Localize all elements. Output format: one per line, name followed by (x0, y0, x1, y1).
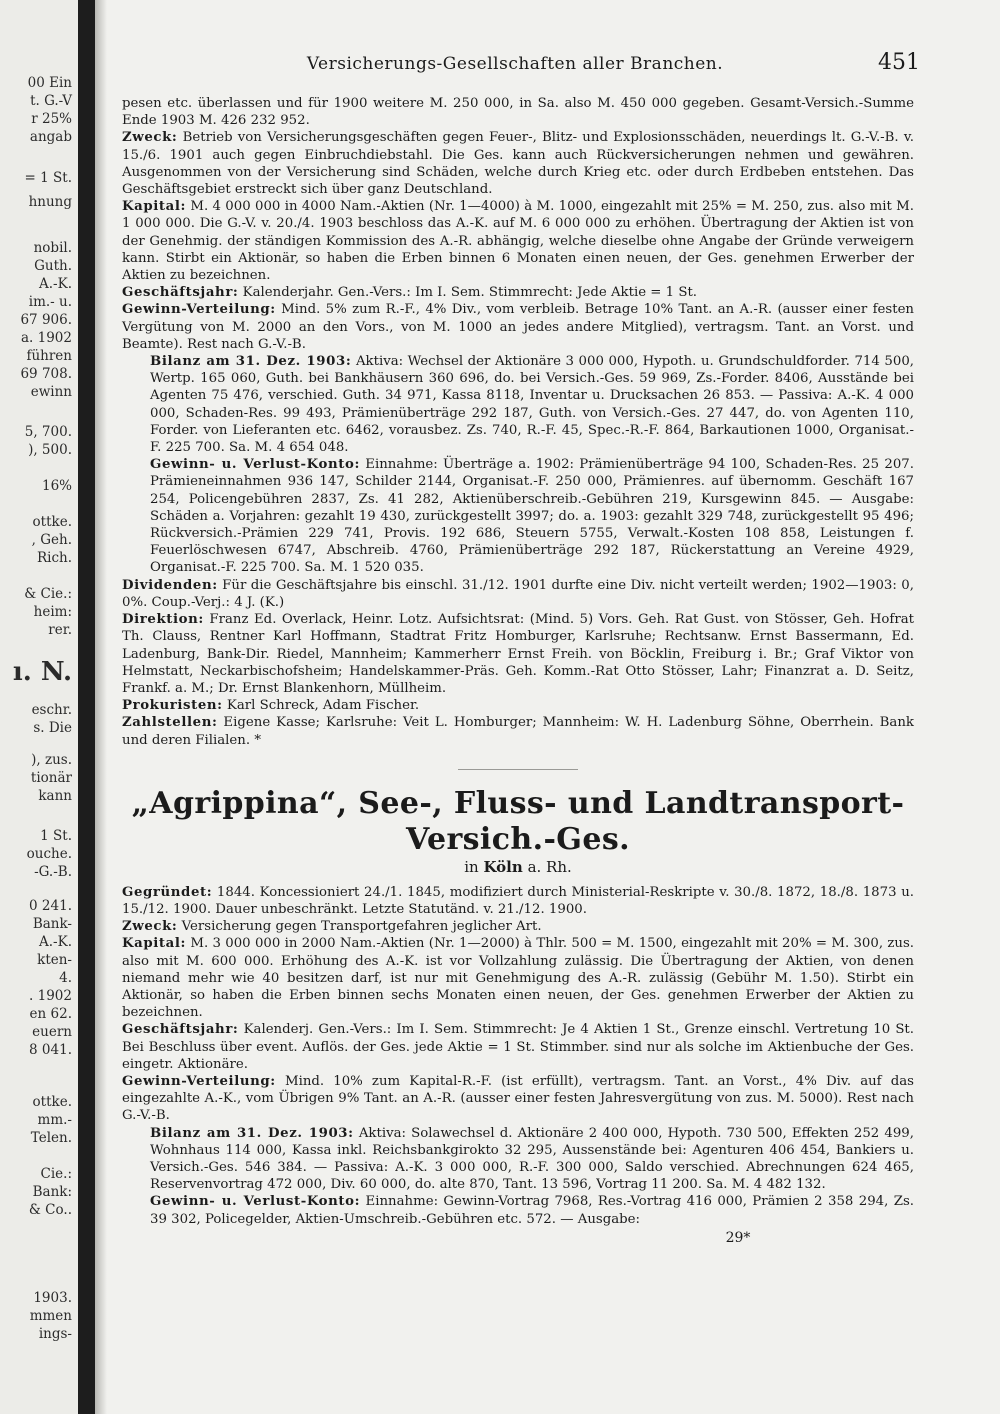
margin-fragment: ı. N. (12, 657, 72, 687)
entry-paragraph (122, 935, 914, 1021)
entry-text: Einnahme: Gewinn-Vortrag 7968, Res.-Vortrag 416 000, Prämien 2 358 294, Zs. 39 302, Policegelder, Aktien-Umschreib.-Gebühren etc. 572. — Ausgabe: (150, 1194, 915, 1227)
binding-shadow (95, 0, 107, 1414)
margin-fragment: & Co.. (28, 1202, 72, 1218)
entry-paragraph (122, 1125, 914, 1194)
margin-fragment: ewinn (30, 384, 72, 400)
entry-label: Gewinn- u. Verlust-Konto: (150, 457, 360, 473)
margin-fragment: A.-K. (39, 934, 72, 950)
entry-text: Aktiva: Solawechsel d. Aktionäre 2 400 000, Hypoth. 730 500, Effekten 252 499, Wohnhaus 114 000, Kassa inkl. Reichsbankgirokto 32 295, Aussenstände bei: Agenturen 406 454, Bankiers u. Versich.-Ges. 546 384. — Passiva: A.-K. 3 000 000, R.-F. 300 000, Saldo verschied. Abrechnungen 624 465, Reservenvortrag 472 000, Div. 60 000, do. alte 870, Tant. 13 596, Vortrag 11 200. Sa. M. 4 482 132. (150, 1125, 914, 1193)
entry-label: Dividenden: (122, 577, 218, 593)
margin-fragment: & Cie.: (24, 586, 72, 602)
margin-fragment: A.-K. (39, 276, 72, 292)
entry-label: Geschäftsjahr: (122, 1022, 239, 1038)
entry-paragraph (122, 129, 914, 198)
entry-paragraph (122, 714, 914, 748)
location-suffix: a. Rh. (527, 857, 572, 876)
margin-fragment: 67 906. (20, 312, 72, 328)
entry-label: Gewinn-Verteilung: (122, 302, 276, 318)
margin-fragment: Telen. (30, 1130, 72, 1146)
entry-paragraph (122, 353, 914, 456)
margin-fragment: mm.- (37, 1112, 72, 1128)
location-prefix: in (464, 857, 479, 876)
entry-text: M. 4 000 000 in 4000 Nam.-Aktien (Nr. 1—4000) à M. 1000, eingezahlt mit 25% = M. 250, zus. also mit M. 1 000 000. Die G.-V. v. 20./4. 1903 beschloss das A.-K. auf M. 6 000 000 zu erhöhen. Übertragung der Aktien ist von der Genehmig. der ständigen Kommission des A.-R. abhängig, welche dieselbe ohne Angabe der Gründe verweigern kann. Stirbt ein Aktionär, so haben die Erben binnen 6 Monaten einen neuen, der Ges. genehmen Erwerber der Aktien zu bezeichnen. (122, 199, 914, 284)
page-header (110, 50, 920, 80)
margin-fragment: ings- (38, 1326, 72, 1342)
entry-text: Kalenderjahr. Gen.-Vers.: Im I. Sem. Stimmrecht: Jede Aktie = 1 St. (242, 285, 698, 301)
margin-fragment: heim: (33, 604, 72, 620)
entry-label: Geschäftsjahr: (122, 285, 239, 301)
entry-label: Zweck: (122, 130, 178, 146)
margin-fragment: Bank: (32, 1184, 72, 1200)
entry-paragraph (122, 284, 914, 301)
margin-fragment: Cie.: (40, 1166, 72, 1182)
margin-fragment: kten- (37, 952, 72, 968)
entry-text: Kalenderj. Gen.-Vers.: Im I. Sem. Stimmrecht: Je 4 Aktien 1 St., Grenze einschl. Vertretung 10 St. Bei Beschluss über event. Auflös. der Ges. jede Aktie = 1 St. Stimmber. sind nur als solche im Aktienbuche der Ges. eingetr. Aktionäre. (122, 1022, 914, 1072)
margin-fragment: Rich. (36, 550, 72, 566)
entry-text: Einnahme: Überträge a. 1902: Prämienüberträge 94 100, Schaden-Res. 25 207. Prämieneinnahmen 936 147, Schilder 2144, Organisat.-F. 250 000, Prämienres. auf übernomm. Geschäft 167 254, Policengebühren 2837, Zs. 41 282, Aktienüberschreib.-Gebühren 219, Kursgewinn 845. — Ausgabe: Schäden a. Vorjahren: gezahlt 19 430, zurückgestellt 3997; do. a. 1903: gezahlt 329 748, zurückgestellt 95 496; Rückversich.-Prämien 229 741, Provis. 192 686, Steuern 5755, Verwalt.-Kosten 108 858, Leistungen f. Feuerlöschwesen 6747, Abschreib. 4760, Prämienüberträge 292 187, Rückerstattung an Vereine 4929, Organisat.-F. 225 700. Sa. M. 1 520 035. (150, 457, 914, 576)
margin-fragment: ), 500. (28, 442, 72, 458)
entry-text: Mind. 10% zum Kapital-R.-F. (ist erfüllt), vertragsm. Tant. an Vorst., 4% Div. auf das eingezahlte A.-K., vom Übrigen 9% Tant. an A.-R. (ausser einer festen Jahresvergütung von zus. M. 5000). Rest nach G.-V.-B. (122, 1073, 914, 1124)
margin-fragment: -G.-B. (34, 864, 72, 880)
margin-fragment: Bank- (32, 916, 72, 932)
margin-fragment: 1 St. (40, 828, 72, 844)
entry-paragraph (122, 95, 914, 129)
margin-fragment: = 1 St. (24, 170, 72, 186)
margin-fragment: euern (32, 1024, 72, 1040)
entry-label: Bilanz am 31. Dez. 1903: (150, 354, 352, 370)
entry-label: Gegründet: (122, 884, 213, 900)
entry-text: Aktiva: Wechsel der Aktionäre 3 000 000, Hypoth. u. Grundschuldforder. 714 500, Wertp. 165 060, Guth. bei Bankhäusern 360 696, do. bei Versich.-Ges. 59 969, Zs.-Forder. 8406, Ausstände bei Agenten 75 476, verschied. Guth. 34 971, Kassa 8118, Inventar u. Drucksachen 26 853. — Passiva: A.-K. 4 000 000, Schaden-Res. 99 493, Prämienüberträge 292 187, Guth. von Versich.-Ges. 27 447, do. von Agenten 110, Forder. von Lieferanten etc. 6462, vorausbez. Zs. 740, R.-F. 45, Spec.-R.-F. 864, Barkautionen 1000, Organisat.-F. 225 700. Sa. M. 4 654 048. (150, 354, 915, 456)
entry-label: Zweck: (122, 919, 178, 935)
entry-paragraph (122, 611, 914, 697)
margin-fragment: en 62. (29, 1006, 72, 1022)
margin-fragment: Guth. (34, 258, 72, 274)
margin-fragment: , Geh. (31, 532, 72, 548)
previous-page-margin (0, 0, 78, 1414)
margin-fragment: kann (38, 788, 72, 804)
entry-paragraph (122, 1073, 914, 1125)
entry-paragraph (122, 697, 914, 714)
entry-paragraph (122, 577, 914, 611)
margin-fragment: tionär (30, 770, 72, 786)
entry-label: Kapital: (122, 199, 187, 215)
entry-text: Eigene Kasse; Karlsruhe: Veit L. Homburger; Mannheim: W. H. Ladenburg Söhne, Oberrhein. Bank und deren Filialen. * (122, 715, 914, 748)
margin-fragment: t. G.-V (30, 93, 72, 109)
entry-text: M. 3 000 000 in 2000 Nam.-Aktien (Nr. 1—2000) à Thlr. 500 = M. 1500, eingezahlt mit 20% = M. 300, zus. also mit M. 600 000. Erhöhung des A.-K. ist vor Vollzahlung zulässig. Die Übertragung der Aktien, von denen niemand mehr wie 40 besitzen darf, ist nur mit Genehmigung des A.-R. zulässig (Gebühr M. 1.50). Stirbt ein Aktionär, so haben die Erben binnen sechs Monaten einen neuen, der Ges. genehmen Erwerber der Aktien zu bezeichnen. (122, 936, 915, 1021)
entry-label: Prokuristen: (122, 698, 223, 714)
entry-label: Direktion: (122, 612, 204, 628)
entry-text: pesen etc. überlassen und für 1900 weitere M. 250 000, in Sa. also M. 450 000 gegeben. Gesamt-Versich.-Summe Ende 1903 M. 426 232 952. (122, 96, 914, 129)
page-number: 451 (878, 50, 920, 75)
running-title: Versicherungs-Gesellschaften aller Branchen. (306, 54, 724, 74)
margin-fragment: s. Die (33, 720, 72, 736)
entry-label: Bilanz am 31. Dez. 1903: (150, 1125, 354, 1141)
margin-fragment: a. 1902 (21, 330, 72, 346)
entry-paragraph (122, 198, 914, 284)
entry-label: Gewinn- u. Verlust-Konto: (150, 1194, 361, 1210)
entry-paragraph (122, 1021, 914, 1073)
sheet-signature: 29* (725, 1229, 751, 1246)
entry-paragraph (122, 1193, 914, 1227)
entry-label: Gewinn-Verteilung: (122, 1073, 276, 1089)
margin-fragment: 1903. (33, 1290, 72, 1306)
entry-text: Versicherung gegen Transportgefahren jeglicher Art. (181, 919, 542, 935)
company-title: „Agrippina“, See-, Fluss- und Landtransport-Versich.-Ges. (131, 785, 905, 857)
entry-text: Für die Geschäftsjahre bis einschl. 31./12. 1901 durfte eine Div. nicht verteilt werden; 1902—1903: 0, 0%. Coup.-Verj.: 4 J. (K.) (122, 577, 914, 610)
margin-fragment: hnung (28, 194, 72, 210)
margin-fragment: ouche. (26, 846, 72, 862)
margin-fragment: 00 Ein (27, 75, 72, 91)
margin-fragment: 0 241. (29, 898, 72, 914)
margin-fragment: 8 041. (29, 1042, 72, 1058)
margin-fragment: 5, 700. (24, 424, 72, 440)
binding-edge (78, 0, 95, 1414)
margin-fragment: 4. (59, 970, 72, 986)
entry-text: Franz Ed. Overlack, Heinr. Lotz. Aufsichtsrat: (Mind. 5) Vors. Geh. Rat Gust. von Stösser, Geh. Hofrat Th. Clauss, Rentner Karl Hoffmann, Stadtrat Fritz Homburger, Karlsruhe; Rechtsanw. Ernst Bassermann, Ed. Ladenburg, Bank-Dir. Riedel, Mannheim; Kammerherr Ernst Freih. von Böcklin, Freiburg i. Br.; Graf Viktor von Helmstatt, Neckarbischofsheim; Handelskammer-Präs. Geh. Komm.-Rat Otto Stösser, Lahr; Finanzrat a. D. Seitz, Frankf. a. M.; Dr. Ernst Blankenhorn, Müllheim. (122, 612, 914, 696)
entry-text: Mind. 5% zum R.-F., 4% Div., vom verbleib. Betrage 10% Tant. an A.-R. (ausser einer festen Vergütung von M. 2000 an den Vors., von M. 1000 an jedes andere Mitglied), vertragsm. Tant. an Vorst. und Beamte). Rest nach G.-V.-B. (122, 302, 915, 352)
margin-fragment: ottke. (32, 1094, 72, 1110)
entry-text: Betrieb von Versicherungsgeschäften gegen Feuer-, Blitz- und Explosionsschäden, neuerdings lt. G.-V.-B. v. 15./6. 1901 auch gegen Einbruchdiebstahl. Die Ges. kann auch Rückversicherungen nehmen und gewähren. Ausgenommen von der Versicherung sind Schäden, welche durch Krieg etc. oder durch Erdbeben entstehen. Das Geschäftsgebiet erstreckt sich über ganz Deutschland. (122, 130, 914, 198)
location-city: Köln (483, 857, 523, 876)
margin-fragment: mmen (29, 1308, 72, 1324)
margin-fragment: eschr. (31, 702, 72, 718)
margin-fragment: führen (26, 348, 72, 364)
margin-fragment: ), zus. (31, 752, 72, 768)
previous-company-entry (122, 95, 914, 749)
entry-paragraph (122, 301, 914, 353)
page-body (122, 95, 914, 1247)
entry-text: Karl Schreck, Adam Fischer. (226, 698, 420, 714)
margin-fragment: 69 708. (20, 366, 72, 382)
entry-text: 1844. Koncessioniert 24./1. 1845, modifiziert durch Ministerial-Reskripte v. 30./8. 1872, 18./8. 1873 u. 15./12. 1900. Dauer unbeschränkt. Letzte Statutänd. v. 21./12. 1900. (122, 884, 914, 917)
margin-fragment: . 1902 (29, 988, 72, 1004)
company-location (122, 858, 914, 876)
margin-fragment: r 25% (31, 111, 72, 127)
company-entry (122, 884, 914, 1228)
margin-fragment: im.- u. (28, 294, 72, 310)
section-divider (458, 769, 578, 770)
entry-paragraph (122, 456, 914, 576)
entry-label: Kapital: (122, 936, 187, 952)
margin-fragment: angab (29, 129, 72, 145)
margin-fragment: ottke. (32, 514, 72, 530)
margin-fragment: nobil. (33, 240, 72, 256)
entry-paragraph (122, 918, 914, 935)
margin-fragment: rer. (48, 622, 72, 638)
entry-paragraph (122, 884, 914, 918)
margin-fragment: 16% (41, 478, 72, 494)
entry-label: Zahlstellen: (122, 715, 218, 731)
